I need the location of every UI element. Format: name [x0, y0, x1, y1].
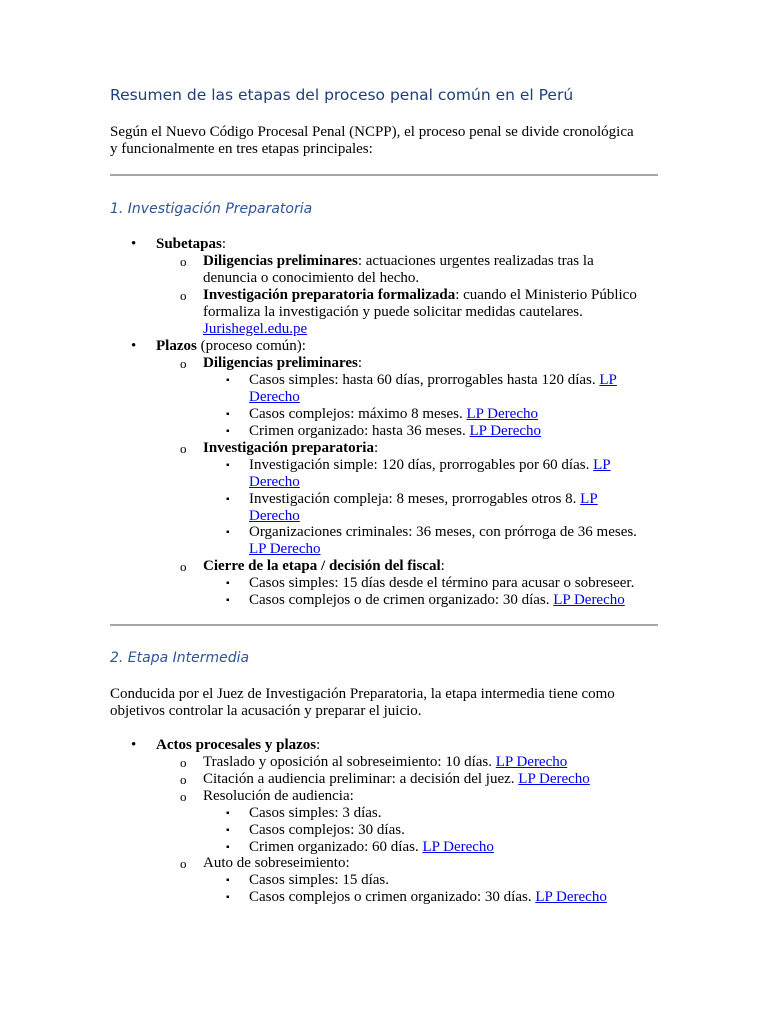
bullet-disc: • — [131, 338, 137, 354]
colon: : — [221, 236, 227, 252]
divider — [110, 624, 658, 626]
link-lp-derecho[interactable]: LP Derecho — [535, 889, 607, 905]
list-item-diligencias-cont: denuncia o conocimiento del hecho. — [203, 270, 420, 286]
list-item-diligencias-plazos — [203, 355, 362, 372]
bullet-circle: o — [180, 772, 187, 787]
bullet-square: ▪ — [226, 527, 230, 538]
list-item-cierre — [203, 558, 445, 575]
list-item-resolucion: Resolución de audiencia: — [203, 788, 354, 804]
label: Actos procesales y plazos — [156, 737, 317, 753]
bullet-square: ▪ — [226, 842, 230, 853]
link-lp-derecho[interactable]: LP Derecho — [469, 423, 542, 439]
bullet-square: ▪ — [226, 595, 230, 606]
link-lp-derecho[interactable]: LP — [580, 491, 598, 507]
list-item-res-simples: Casos simples: 3 días. — [249, 805, 382, 821]
link-lp-derecho[interactable]: Derecho — [249, 508, 300, 524]
link-lp-derecho[interactable]: LP Derecho — [553, 592, 625, 608]
text: : actuaciones urgentes realizadas tras la — [357, 253, 594, 269]
text: Traslado y oposición al sobreseimiento: 10 días. — [203, 754, 496, 770]
link-jurishegel[interactable]: Jurishegel.edu.pe — [203, 321, 308, 337]
link-lp-derecho[interactable]: LP Derecho — [422, 839, 494, 855]
bullet-circle: o — [180, 789, 187, 804]
link-lp-derecho[interactable]: Derecho — [249, 389, 300, 405]
list-item-subetapas — [156, 236, 226, 253]
label: Cierre de la etapa / decisión del fiscal — [203, 558, 441, 574]
list-item-inv-simple — [249, 457, 611, 474]
intermedia-intro-2: objetivos controlar la acusación y preparar el juicio. — [110, 703, 422, 719]
intro-line-1: Según el Nuevo Código Procesal Penal (NCPP), el proceso penal se divide cronológica — [110, 124, 634, 140]
list-item-actos — [156, 737, 320, 754]
list-item-citacion — [203, 771, 590, 788]
text: Investigación simple: 120 días, prorrogables por 60 días. — [249, 457, 594, 473]
bullet-square: ▪ — [226, 409, 230, 420]
text: Casos simples: hasta 60 días, prorrogables hasta 120 días. — [249, 372, 600, 388]
bullet-square: ▪ — [226, 892, 230, 903]
bullet-square: ▪ — [226, 460, 230, 471]
colon: : — [357, 355, 363, 371]
bullet-circle: o — [180, 559, 187, 574]
list-item-auto: Auto de sobreseimiento: — [203, 855, 350, 871]
bullet-circle: o — [180, 254, 187, 269]
list-item-res-crimen — [249, 839, 494, 856]
bullet-circle: o — [180, 856, 187, 871]
text: Crimen organizado: hasta 36 meses. — [249, 423, 470, 439]
list-item-org-criminales: Organizaciones criminales: 36 meses, con prórroga de 36 meses. — [249, 524, 637, 540]
list-item-auto-simples: Casos simples: 15 días. — [249, 872, 390, 888]
link-lp-derecho[interactable]: LP Derecho — [466, 406, 538, 422]
document-title: Resumen de las etapas del proceso penal común en el Perú — [110, 86, 574, 104]
section-heading-investigacion: 1. Investigación Preparatoria — [110, 201, 313, 217]
link-lp-derecho[interactable]: LP — [599, 372, 617, 388]
link-lp-derecho[interactable]: Derecho — [249, 474, 300, 490]
intermedia-intro-1: Conducida por el Juez de Investigación Preparatoria, la etapa intermedia tiene como — [110, 686, 615, 702]
bullet-circle: o — [180, 441, 187, 456]
bullet-square: ▪ — [226, 825, 230, 836]
list-item-auto-complejos — [249, 889, 607, 906]
list-item-inv-formalizada-cont: formaliza la investigación y puede solicitar medidas cautelares. — [203, 304, 583, 320]
list-item-cierre-complejos — [249, 592, 625, 609]
list-item-cierre-simples: Casos simples: 15 días desde el término para acusar o sobreseer. — [249, 575, 635, 591]
list-item-traslado — [203, 754, 567, 771]
bullet-disc: • — [131, 236, 137, 252]
bullet-disc: • — [131, 737, 137, 753]
divider — [110, 174, 658, 176]
text: (proceso común): — [196, 338, 306, 354]
bullet-circle: o — [180, 288, 187, 303]
bullet-square: ▪ — [226, 494, 230, 505]
label: Subetapas — [156, 236, 222, 252]
colon: : — [316, 737, 321, 753]
colon: : — [373, 440, 379, 456]
label: Diligencias preliminares — [203, 355, 358, 371]
label: Diligencias preliminares — [203, 253, 358, 269]
bullet-square: ▪ — [226, 875, 230, 886]
label: Investigación preparatoria formalizada — [203, 287, 456, 303]
list-item-casos-complejos — [249, 406, 538, 423]
bullet-square: ▪ — [226, 578, 230, 589]
text: Crimen organizado: 60 días. — [249, 839, 423, 855]
bullet-circle: o — [180, 356, 187, 371]
list-item-investigacion-preparatoria — [203, 440, 378, 457]
list-item-crimen-organizado — [249, 423, 541, 440]
bullet-square: ▪ — [226, 426, 230, 437]
link-lp-derecho[interactable]: LP Derecho — [518, 771, 590, 787]
list-item-res-complejos: Casos complejos: 30 días. — [249, 822, 405, 838]
list-item-diligencias — [203, 253, 594, 270]
label: Investigación preparatoria — [203, 440, 374, 456]
text: Casos complejos o crimen organizado: 30 días. — [249, 889, 536, 905]
intro-line-2: y funcionalmente en tres etapas principales: — [110, 141, 373, 157]
list-item-plazos — [156, 338, 306, 355]
bullet-square: ▪ — [226, 808, 230, 819]
list-item-inv-formalizada — [203, 287, 637, 304]
label: Plazos — [156, 338, 197, 354]
text: Casos complejos o de crimen organizado: 30 días. — [249, 592, 554, 608]
list-item-inv-compleja — [249, 491, 598, 508]
link-lp-derecho[interactable]: LP — [593, 457, 611, 473]
colon: : — [440, 558, 445, 574]
link-lp-derecho[interactable]: LP Derecho — [495, 754, 568, 770]
bullet-square: ▪ — [226, 375, 230, 386]
text: Investigación compleja: 8 meses, prorrogables otros 8. — [249, 491, 581, 507]
text: : cuando el Ministerio Público — [455, 287, 637, 303]
text: Casos complejos: máximo 8 meses. — [249, 406, 467, 422]
section-heading-intermedia: 2. Etapa Intermedia — [110, 650, 250, 666]
text: Citación a audiencia preliminar: a decisión del juez. — [203, 771, 519, 787]
list-item-casos-simples — [249, 372, 617, 389]
bullet-circle: o — [180, 755, 187, 770]
link-lp-derecho[interactable]: LP Derecho — [249, 541, 321, 557]
